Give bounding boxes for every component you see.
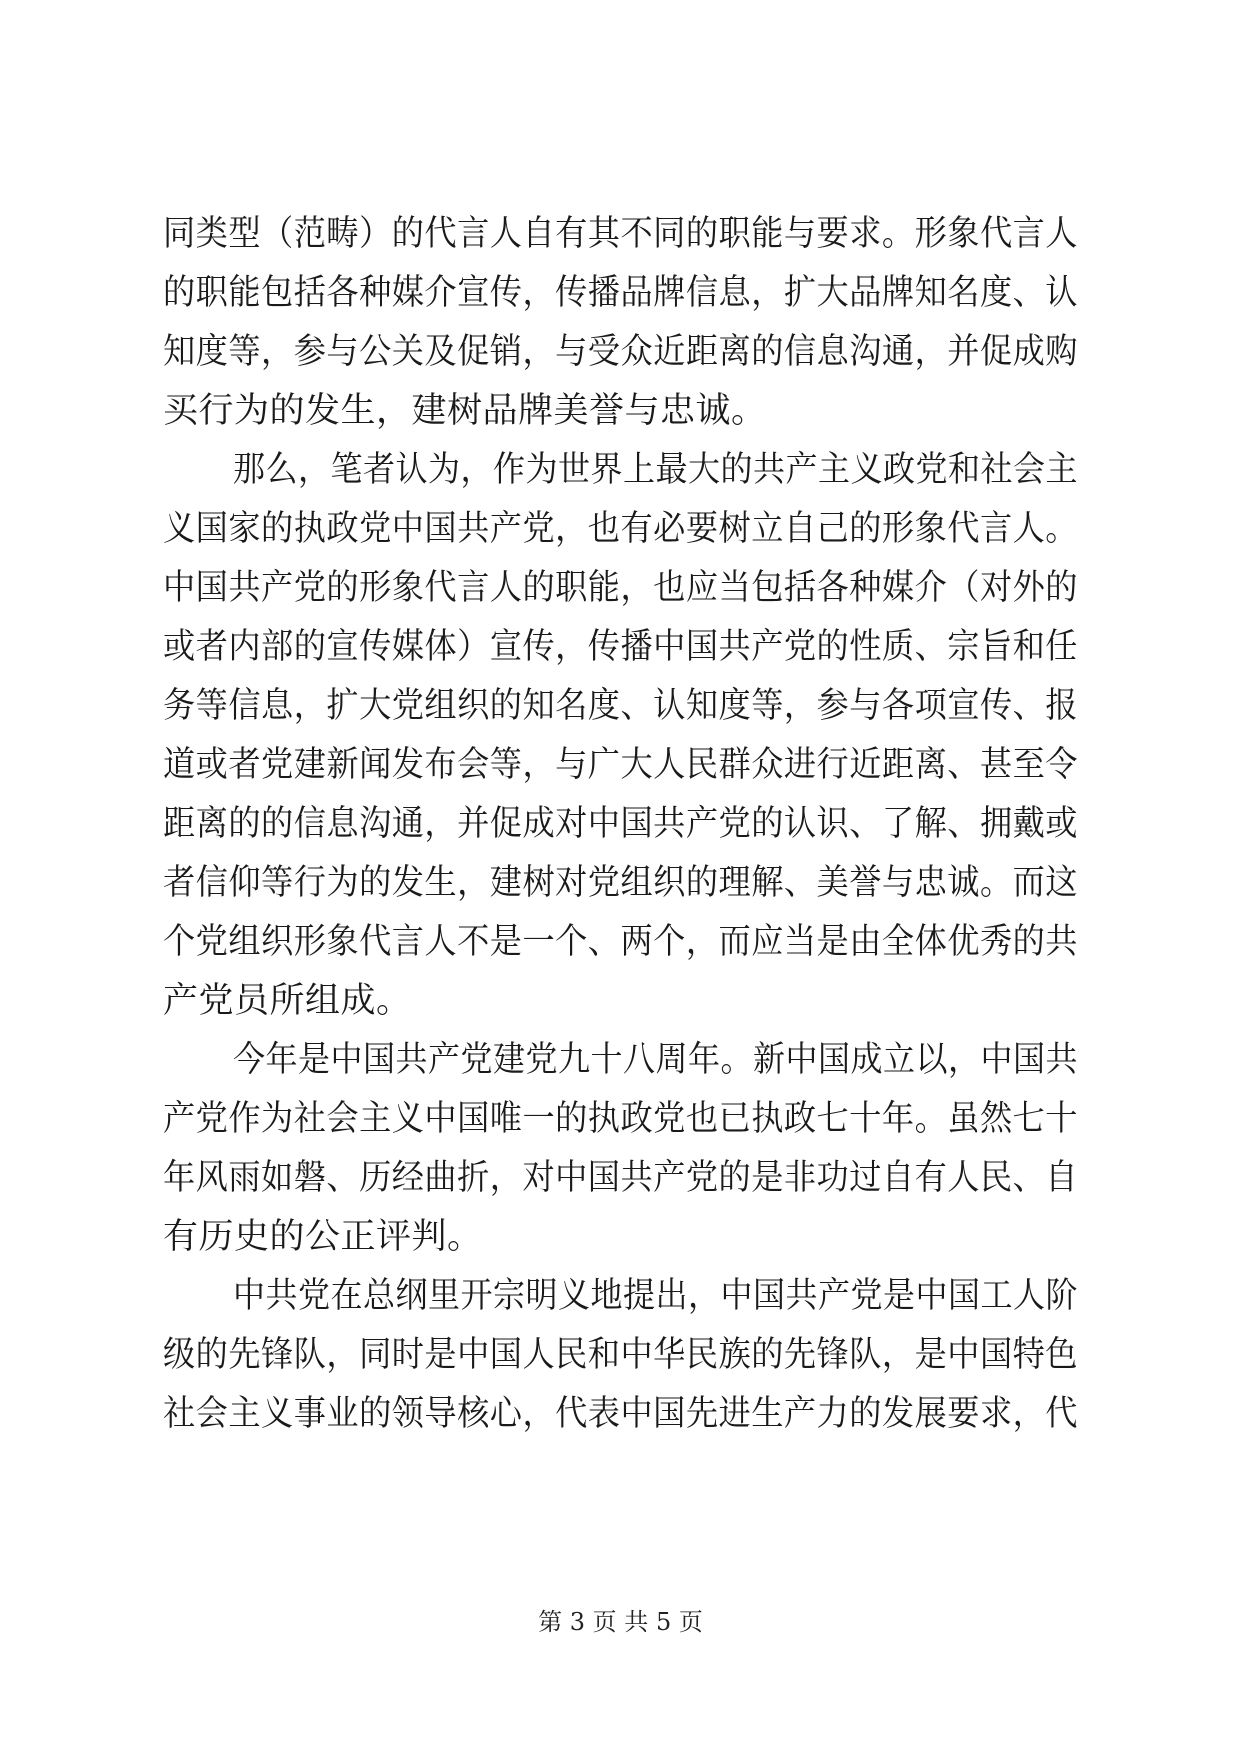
- paragraph-start-line: 中共党在总纲里开宗明义地提出，中国共产党是中国工人阶: [233, 1276, 1079, 1316]
- text-line: 年风雨如磐、历经曲折，对中国共产党的是非功过自有人民、自: [163, 1158, 1078, 1198]
- text-line: 有历史的公正评判。: [163, 1217, 483, 1257]
- text-line: 者信仰等行为的发生，建树对党组织的理解、美誉与忠诚。而这: [163, 863, 1078, 903]
- text-line: 同类型（范畴）的代言人自有其不同的职能与要求。形象代言人: [163, 214, 1078, 254]
- text-line: 产党员所组成。: [163, 981, 412, 1021]
- text-line: 或者内部的宣传媒体）宣传，传播中国共产党的性质、宗旨和任: [163, 627, 1078, 667]
- text-line: 道或者党建新闻发布会等，与广大人民群众进行近距离、甚至令: [163, 745, 1078, 785]
- text-line: 知度等，参与公关及促销，与受众近距离的信息沟通，并促成购: [163, 332, 1078, 372]
- page-footer: 第 3 页 共 5 页: [538, 1608, 703, 1636]
- text-line: 的职能包括各种媒介宣传，传播品牌信息，扩大品牌知名度、认: [163, 273, 1078, 313]
- text-line: 买行为的发生，建树品牌美誉与忠诚。: [163, 391, 767, 431]
- text-line: 务等信息，扩大党组织的知名度、认知度等，参与各项宣传、报: [163, 686, 1078, 726]
- paragraph-start-line: 今年是中国共产党建党九十八周年。新中国成立以，中国共: [233, 1040, 1079, 1080]
- paragraph-start-line: 那么，笔者认为，作为世界上最大的共产主义政党和社会主: [233, 450, 1079, 490]
- text-line: 中国共产党的形象代言人的职能，也应当包括各种媒介（对外的: [163, 568, 1078, 608]
- text-line: 社会主义事业的领导核心，代表中国先进生产力的发展要求，代: [163, 1394, 1078, 1434]
- text-line: 距离的的信息沟通，并促成对中国共产党的认识、了解、拥戴或: [163, 804, 1078, 844]
- text-line: 产党作为社会主义中国唯一的执政党也已执政七十年。虽然七十: [163, 1099, 1078, 1139]
- text-line: 个党组织形象代言人不是一个、两个，而应当是由全体优秀的共: [163, 922, 1078, 962]
- text-line: 义国家的执政党中国共产党，也有必要树立自己的形象代言人。: [163, 509, 1078, 549]
- text-line: 级的先锋队，同时是中国人民和中华民族的先锋队，是中国特色: [163, 1335, 1078, 1375]
